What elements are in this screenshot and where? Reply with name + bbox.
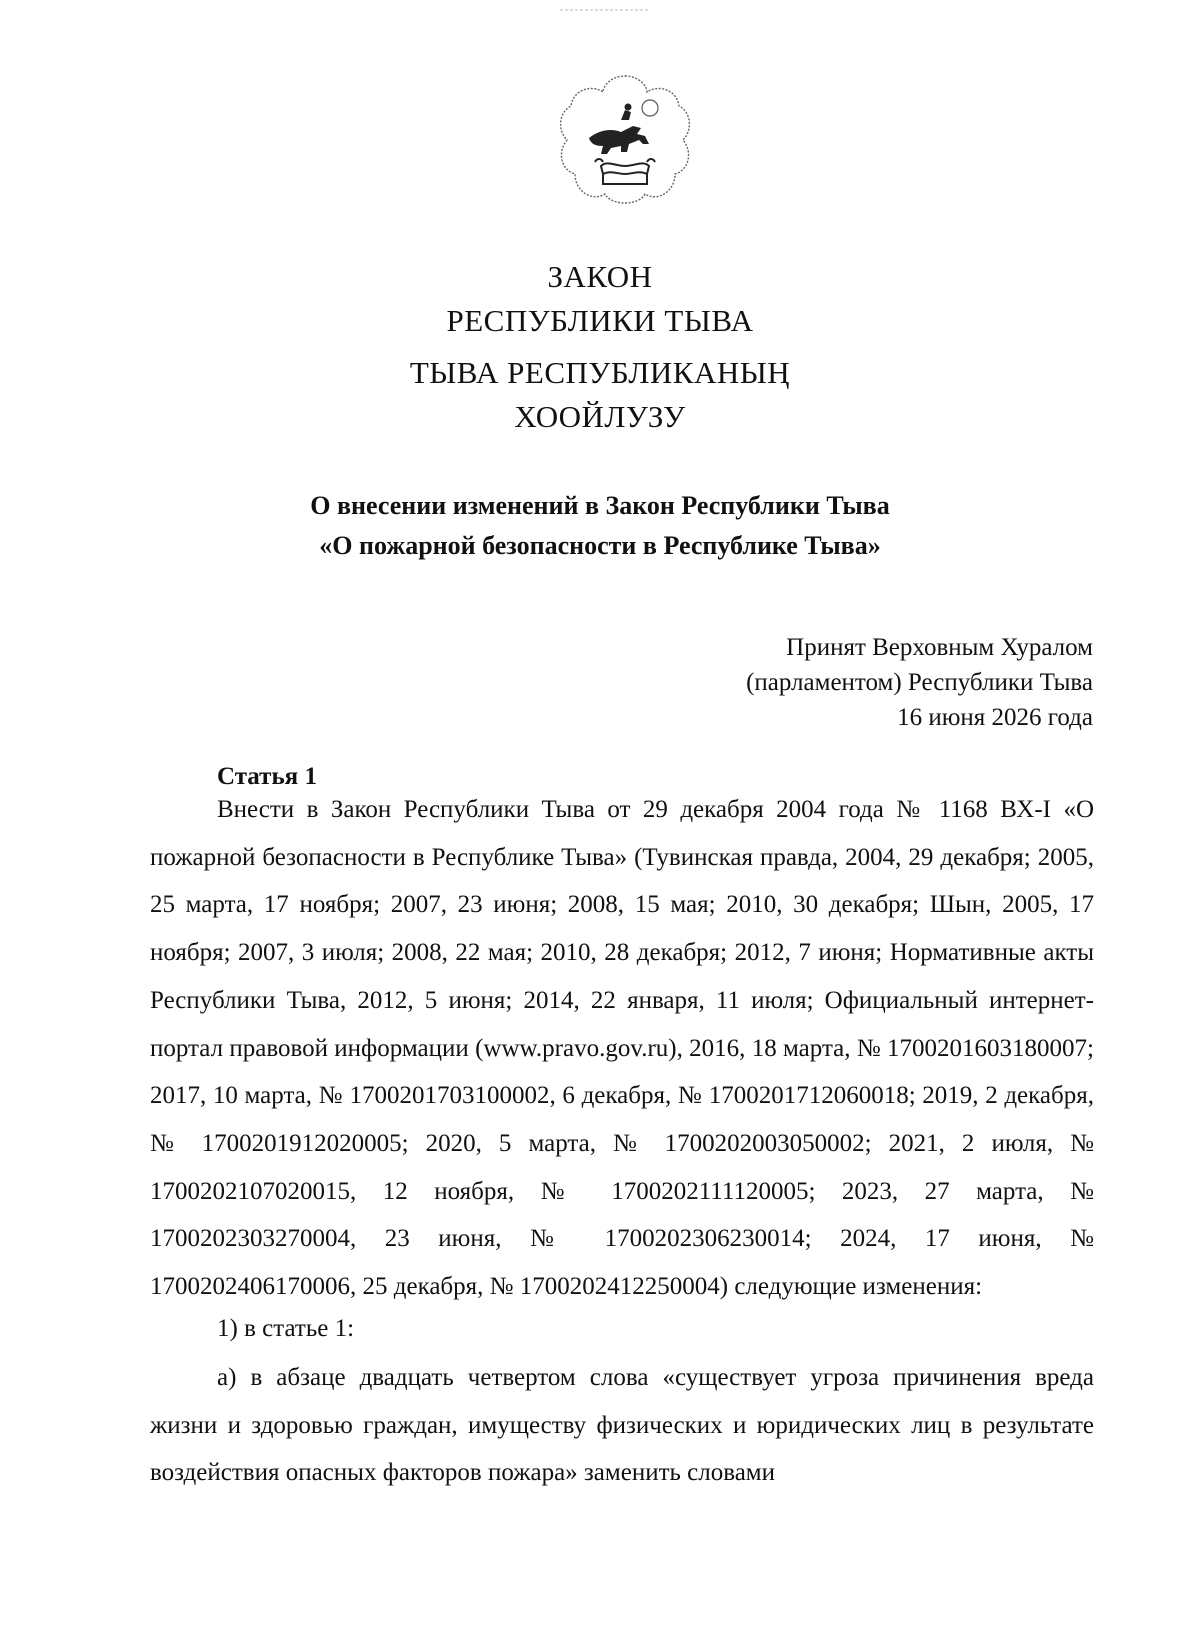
law-subject-line1: О внесении изменений в Закон Республики Тыва [310, 491, 890, 520]
law-subject [0, 486, 1200, 566]
law-title-tyvan-line2: ХООЙЛУЗУ [514, 399, 686, 434]
adoption-date: 16 июня 2026 года [897, 704, 1093, 731]
law-title-line1: ЗАКОН [547, 259, 653, 294]
adoption-info [746, 630, 1093, 735]
article-heading: Статья 1 [217, 763, 317, 790]
law-title-tyvan [0, 351, 1200, 439]
law-title-line2: РЕСПУБЛИКИ ТЫВА [446, 303, 754, 338]
coat-of-arms-icon [555, 70, 695, 210]
item-1a: а) в абзаце двадцать четвертом слова «существует угроза причинения вреда жизни и здоровью граждан, имуществу физических и юридических лиц в результате воздействия опасных факторов пожара» заменить словами [150, 1364, 1094, 1487]
law-subject-line2: «О пожарной безопасности в Республике Тыва» [319, 531, 881, 560]
article-body [150, 786, 1094, 1311]
article-paragraph: Внести в Закон Республики Тыва от 29 декабря 2004 года № 1168 ВХ-I «О пожарной безопасности в Республике Тыва» (Тувинская правда, 2004, 29 декабря; 2005, 25 марта, 17 ноября; 2007, 23 июня; 2008, 15 мая; 2010, 30 декабря; Шын, 2005, 17 ноября; 2007, 3 июля; 2008, 22 мая; 2010, 28 декабря; 2012, 7 июня; Нормативные акты Республики Тыва, 2012, 5 июня; 2014, 22 января, 11 июля; Официальный интернет-портал правовой информации (www.pravo.gov.ru), 2016, 18 марта, № 1700201603180007; 2017, 10 марта, № 1700201703100002, 6 декабря, № 1700201712060018; 2019, 2 декабря, № 1700201912020005; 2020, 5 марта, № 1700202003050002; 2021, 2 июля, № 1700202107020015, 12 ноября, № 1700202111120005; 2023, 27 марта, № 1700202303270004, 23 июня, № 1700202306230014; 2024, 17 июня, № 1700202406170006, 25 декабря, № 1700202412250004) следующие изменения: [150, 796, 1094, 1301]
law-title [0, 255, 1200, 343]
item-1: 1) в статье 1: [217, 1315, 355, 1342]
page-top-mark [560, 0, 650, 6]
law-title-tyvan-line1: ТЫВА РЕСПУБЛИКАНЫҢ [409, 355, 791, 390]
adoption-line2: (парламентом) Республики Тыва [746, 669, 1093, 696]
item-1a-block [150, 1354, 1094, 1497]
adoption-line1: Принят Верховным Хуралом [786, 634, 1093, 661]
